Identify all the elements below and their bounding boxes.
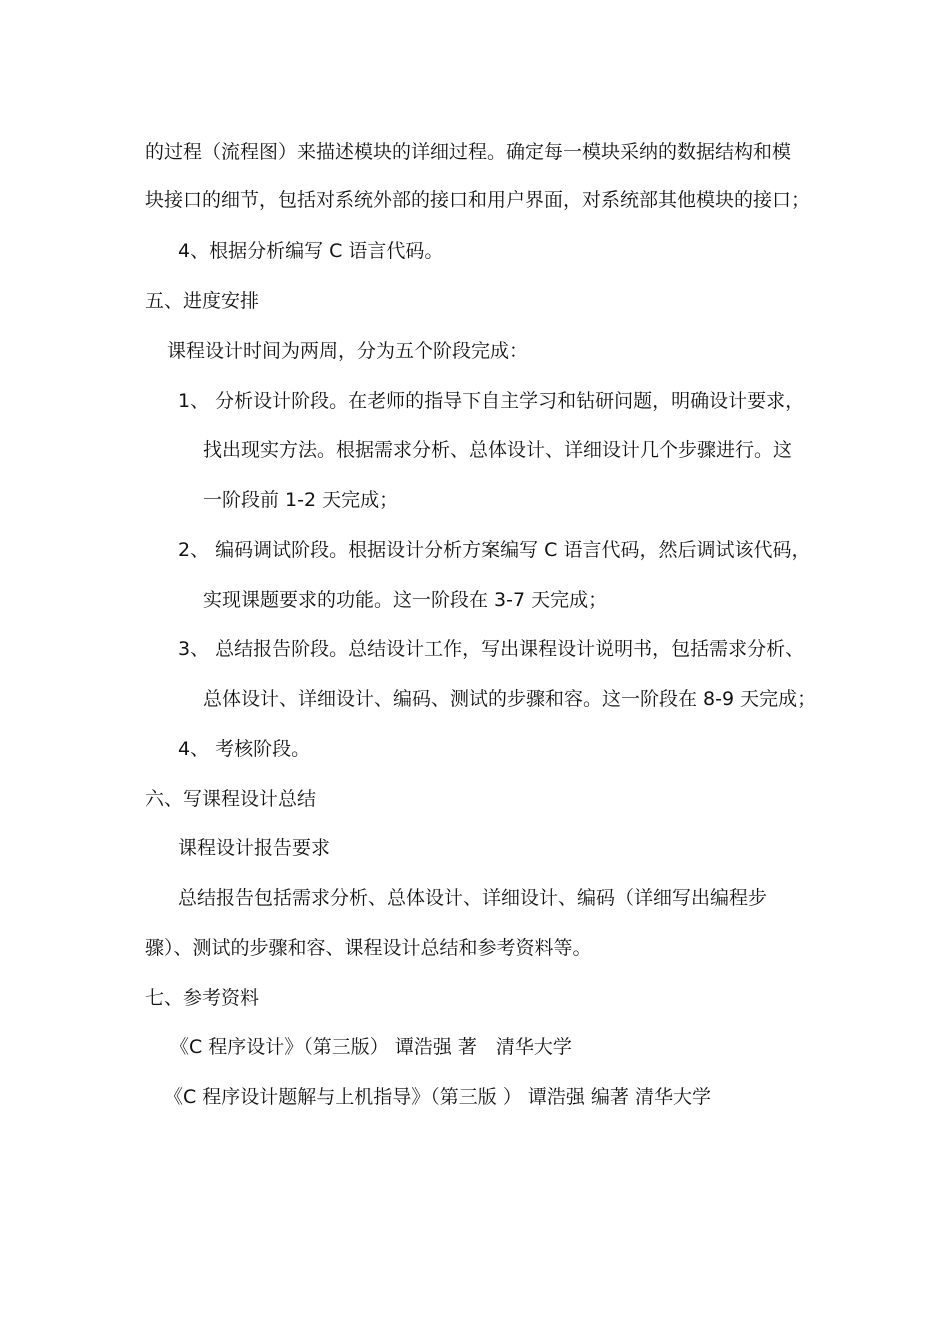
text-line: 找出现实方法。根据需求分析、总体设计、详细设计几个步骤进行。这 [203,439,793,461]
list-item: 4、 考核阶段。 [178,738,311,760]
list-item: 1、 分析设计阶段。在老师的指导下自主学习和钻研问题，明确设计要求， [178,390,805,412]
section-heading: 五、进度安排 [145,290,260,312]
reference-item: 《C 程序设计》（第三版） 谭浩强 著 清华大学 [170,1036,572,1058]
text-line: 4、根据分析编写 C 语言代码。 [178,240,444,262]
text-line: 总体设计、详细设计、编码、测试的步骤和容。这一阶段在 8-9 天完成； [203,688,817,710]
section-heading: 七、参考资料 [145,987,260,1009]
text-line: 总结报告包括需求分析、总体设计、详细设计、编码（详细写出编程步 [178,887,768,909]
text-line: 骤）、测试的步骤和容、课程设计总结和参考资料等。 [145,937,592,959]
reference-item: 《C 程序设计题解与上机指导》（第三版 ） 谭浩强 编著 清华大学 [164,1086,711,1108]
text-line: 一阶段前 1-2 天完成； [203,489,399,511]
text-line: 的过程（流程图）来描述模块的详细过程。确定每一模块采纳的数据结构和模 [145,141,792,163]
text-line: 实现课题要求的功能。这一阶段在 3-7 天完成； [203,589,608,611]
text-line: 课程设计报告要求 [178,837,331,859]
section-heading: 六、写课程设计总结 [145,788,317,810]
text-line: 课程设计时间为两周，分为五个阶段完成： [167,340,529,362]
list-item: 3、 总结报告阶段。总结设计工作，写出课程设计说明书，包括需求分析、 [178,638,805,660]
text-line: 块接口的细节，包括对系统外部的接口和用户界面，对系统部其他模块的接口； [145,189,811,211]
list-item: 2、 编码调试阶段。根据设计分析方案编写 C 语言代码，然后调试该代码， [178,539,811,561]
